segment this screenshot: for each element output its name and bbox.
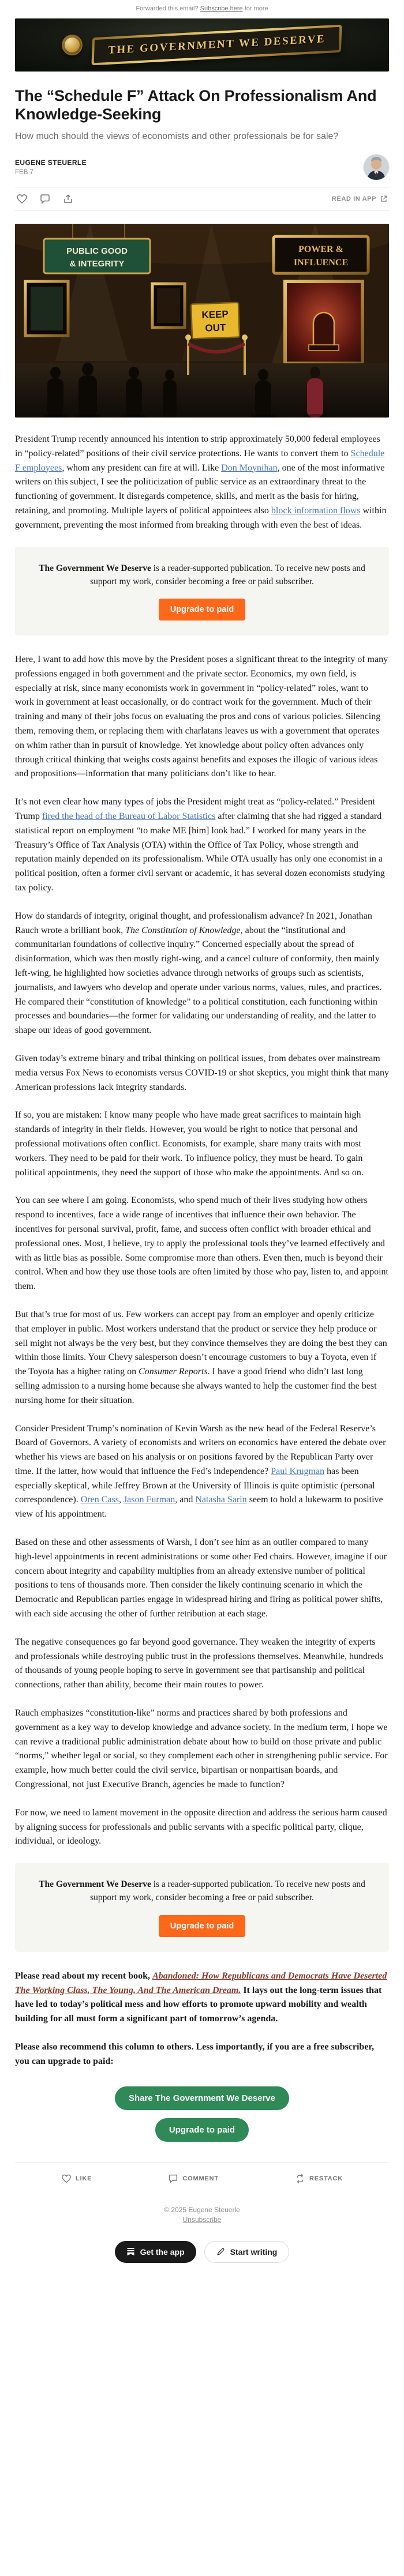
text-segment: Here, I want to add how this move by the President poses a significant threat to the integrity of many professions engaged in both government and the private sector. Economics, my own field, is especially at risk, since many economists work in government in “policy-related” roles, want to work in government at least occasionally, or do contract work for the government. Much of their training and many of their jobs focus on evaluating the pros and cons of various policies. Silencing them, removing them, or replacing them with charlatans leaves us with a government that operates on whim rather than in pursuit of knowledge. Yet knowledge about policy often advances only through critical thinking that weighs costs against benefits and exposes the illogic of various ideas and propositions—information that many politicians don’t like to hear.: [15, 655, 388, 779]
publication-banner[interactable]: [15, 18, 389, 72]
text-segment: President Trump recently announced his intention to strip approximately 50,000 federal employees in “policy-related” positions of their civil service protections. He wants to convert them to: [15, 434, 380, 458]
start-writing-label: Start writing: [230, 2247, 278, 2257]
substack-logo-icon: [126, 2247, 135, 2256]
cta-buttons: [15, 2086, 389, 2142]
post-title: The “Schedule F” Attack On Professionalism And Knowledge-Seeking: [15, 87, 377, 123]
author-avatar[interactable]: [364, 155, 389, 180]
text-segment: , and: [175, 1495, 196, 1505]
text-segment: It lays out the long-term issues that have led to today’s political mess and how efforts to promote upward mobility and wealth building for all must form a significant part of tomorrow’s agenda.: [15, 1985, 382, 2024]
start-writing-button[interactable]: [204, 2241, 290, 2263]
post-subtitle: How much should the views of economists and other professionals be for sale?: [15, 131, 339, 141]
publication-name: The Government We Deserve: [39, 563, 151, 573]
text-segment: Please also recommend this column to others. Less importantly, if you are a free subscriber, you can upgrade to paid:: [15, 2041, 375, 2066]
text-segment: , about the “institutional and communitarian foundations of collective inquiry.” Concerned especially about the spread of disinformation, which was then mostly right-wing, and a cancel culture of conformity, then mainly left-wing, he highlighted how societies advance through networks of groups such as scientists, journalists, and lawyers who develop and operate under various norms, values, rules, and practices. He compared their “constitution of knowledge” to a political constitution, each functioning within processes and boundaries—the former for validating our understanding of reality, and the latter to shape our ideas of good government.: [15, 925, 382, 1036]
body-paragraph: [15, 1536, 389, 1622]
body-paragraph: [15, 909, 389, 1038]
avatar-photo: [364, 155, 389, 180]
subscribe-callout: [15, 547, 389, 636]
footer-comment-button[interactable]: [168, 2173, 218, 2184]
inline-link[interactable]: block information flows: [271, 505, 361, 516]
share-icon: [62, 193, 74, 205]
text-segment: Given today’s extreme binary and tribal thinking on political issues, from debates over mainstream media versus Fox News to economists versus COVID-19 or shot skeptics, you might think that many American professions lack integrity standards.: [15, 1053, 389, 1092]
upgrade-to-paid-button[interactable]: Upgrade to paid: [159, 599, 245, 621]
body-paragraph: [15, 433, 389, 533]
text-segment: has been especially skeptical, while Jeffrey Brown at the University of Illinois is quite optimistic (personal correspondence).: [15, 1466, 375, 1505]
subscribe-text-rest: is a reader-supported publication. To receive new posts and support my work, consider becoming a free or paid subscriber.: [90, 563, 365, 586]
comment-icon: [168, 2173, 178, 2184]
public-good-sign-line1: PUBLIC GOOD: [66, 246, 128, 256]
recommend-note: [15, 2040, 389, 2069]
text-segment: How do standards of integrity, original thought, and professionalism advance? In 2021, Jonathan Rauch wrote a brilliant book,: [15, 911, 372, 935]
subscribe-text: [38, 562, 366, 589]
forwarded-text: Forwarded this email?: [136, 5, 199, 12]
footer-action-bar: [15, 2163, 389, 2194]
text-segment: , one of the most informative writers on this subject, I see the politicization of public service as an extraordinary threat to the functioning of government. It disregards competence, skills, and merit as the basis for hiring, retaining, and promoting. Multiple layers of political appointees also: [15, 462, 385, 516]
copyright-notice: © 2025 Eugene Steuerle: [164, 2205, 240, 2214]
forwarded-banner: [0, 0, 404, 18]
body-paragraph: [15, 653, 389, 781]
share-publication-button[interactable]: Share The Government We Deserve: [115, 2086, 289, 2110]
inline-link[interactable]: Jason Furman: [123, 1495, 175, 1505]
get-the-app-button[interactable]: [115, 2241, 196, 2263]
text-segment: If so, you are mistaken: I know many people who have made great sacrifices to maintain high standards of integrity in their fields. However, you would be right to notice that personal and professional motivations often conflict. Economists, for example, share many traits with most workers. They need to be paid for their work. To influence policy, they must be heard. To gain political appointments, they need the support of those who make the appointments. And so on.: [15, 1110, 364, 1178]
post-action-row: [15, 187, 389, 211]
keep-out-sign-line1: KEEP: [201, 309, 229, 321]
public-good-sign-line2: & INTEGRITY: [69, 258, 125, 269]
publication-name: The Government We Deserve: [39, 1879, 151, 1890]
subscribe-callout-bottom: [15, 1863, 389, 1952]
byline: [15, 155, 389, 180]
read-in-app-label: READ IN APP: [331, 195, 376, 202]
body-paragraph: [15, 1635, 389, 1693]
text-segment: But that’s true for most of us. Few workers can accept pay from an employer and openly criticize that employer in public. Most workers understand that the product or service they help produce or sell might not always be the very best, but they convince themselves they are doing the best they can within those limits. Your Chevy salesperson doesn’t encourage customers to buy a Toyota, even if the Toyota has a higher rating on: [15, 1309, 387, 1377]
text-segment: The Constitution of Knowledge: [125, 925, 241, 935]
text-segment: ,: [118, 1495, 124, 1505]
body-paragraph: [15, 1706, 389, 1792]
body-paragraph: [15, 1108, 389, 1180]
text-segment: Please read about my recent book,: [15, 1970, 153, 1981]
text-segment: The negative consequences go far beyond good governance. They weaken the integrity of experts and professionals while destroying public trust in the professions themselves. Meanwhile, hundreds of thousands of young people hoping to serve in government see that partisanship and political connections, rather than ability, become their main routes to power.: [15, 1637, 383, 1690]
power-sign-line1: POWER &: [298, 244, 343, 254]
post-body: [15, 433, 389, 2142]
text-segment: It’s not even clear how many types of jobs the President might treat as “policy-related.” President Trump: [15, 797, 375, 822]
external-link-icon: [380, 195, 388, 203]
footer-like-button[interactable]: [61, 2173, 92, 2184]
hero-illustration[interactable]: [15, 224, 389, 418]
subscribe-here-link[interactable]: Subscribe here: [200, 5, 243, 12]
read-in-app-button[interactable]: [332, 195, 388, 203]
get-the-app-label: Get the app: [140, 2247, 185, 2257]
inline-link[interactable]: Natasha Sarin: [195, 1495, 247, 1505]
text-segment: For now, we need to lament movement in the opposite direction and address the serious harm caused by aligning success for professionals and public servants with a specific political party, clique, individual, or ideology.: [15, 1807, 387, 1847]
pencil-icon: [216, 2247, 225, 2256]
text-segment: within government, preventing the most informed from breaking through with even the best of ideas.: [15, 505, 387, 530]
footer-comment-label: COMMENT: [182, 2175, 219, 2182]
body-paragraph: [15, 1052, 389, 1095]
subscribe-text: [38, 1878, 366, 1905]
inline-link[interactable]: fired the head of the Bureau of Labor Statistics: [42, 811, 216, 822]
text-segment: seem to hold a lukewarm to positive view of his appointment.: [15, 1495, 383, 1520]
body-paragraph: [15, 1806, 389, 1849]
text-segment: Based on these and other assessments of Warsh, I don’t see him as an outlier compared to many high-level appointments in recent administrations or some other Fed chairs. However, imagine if our concern about integrity and capability multiplies from an already extensive number of political positions to tens of thousands more. Then consider the likely continuing scenario in which the Democratic and Republican parties engage in widespread hiring and firing as political power shifts, with each side accusing the other of further retribution at each stage.: [15, 1537, 387, 1619]
like-button[interactable]: [16, 193, 28, 205]
gallery-scene: [15, 224, 389, 418]
body-paragraph: [15, 1422, 389, 1522]
heart-icon: [61, 2173, 72, 2184]
publication-logo-text: THE GOVERNMENT WE DESERVE: [108, 33, 326, 57]
text-segment: . I have a good friend who didn’t last long selling admission to a nursing home because she always wanted to help the customer find the best nursing home for their situation.: [15, 1367, 377, 1405]
book-note: [15, 1969, 389, 2026]
footer-restack-button[interactable]: [295, 2173, 343, 2184]
body-paragraph: [15, 795, 389, 896]
keep-out-sign-line2: OUT: [205, 322, 226, 334]
text-segment: Consider President Trump’s nomination of Kevin Warsh as the new head of the Federal Reserve’s Board of Governors. A variety of economists and writers on economics have entered the debate over whether his views are based on his analysis or on positions favored by the Republican Party over time. If the latter, how would that influence the Fed’s independence?: [15, 1423, 386, 1476]
footer-restack-label: RESTACK: [309, 2175, 343, 2182]
inline-link[interactable]: Oren Cass: [80, 1495, 119, 1505]
unsubscribe-link[interactable]: Unsubscribe: [182, 2215, 222, 2224]
inline-link[interactable]: Don Moynihan: [221, 462, 278, 473]
inline-link[interactable]: Schedule F employees: [15, 448, 385, 473]
heart-icon: [16, 193, 28, 205]
share-button[interactable]: [62, 193, 74, 205]
inline-link[interactable]: Paul Krugman: [271, 1466, 325, 1476]
book-title-link[interactable]: Abandoned: How Republicans and Democrats Have Deserted The Working Class, The Young, And The American Dream.: [15, 1970, 387, 1995]
text-segment: , whom any president can fire at will. Like: [62, 462, 222, 473]
forwarded-suffix: for more: [244, 5, 268, 12]
publication-logo: [92, 25, 342, 66]
body-paragraph: [15, 1308, 389, 1408]
restack-icon: [295, 2173, 305, 2184]
body-paragraph: [15, 1194, 389, 1294]
app-promo-row: [15, 2228, 389, 2282]
text-segment: You can see where I am going. Economists, who spend much of their lives studying how others respond to incentives, face a wide range of incentives that influence their own behavior. The incentives for personal survival, profit, fame, and success often conflict with broader ethical and professional ones. Most, I believe, try to apply the professional tools they’ve learned effectively and with as little bias as possible. Some compromise more than others. Even then, much is beyond their control. When and how they use those tools are often limited by those who pay, listen to, and appoint them.: [15, 1195, 388, 1292]
upgrade-to-paid-button-green[interactable]: Upgrade to paid: [155, 2118, 249, 2142]
publication-seal-icon: [62, 35, 83, 55]
comment-button[interactable]: [39, 193, 51, 205]
footer-like-label: LIKE: [76, 2175, 92, 2182]
text-segment: Consumer Reports: [139, 1367, 208, 1377]
text-segment: Rauch emphasizes “constitution-like” norms and practices shared by both professions and government as a key way to develop knowledge and advance society. In the medium term, I hope we can revive a traditional public administration debate about how to build on those private and public “norms,” whether legal or social, so they complement each other in strengthening public service. For example, how much better could the civil service, bipartisan or nonpartisan boards, and Congressional, not just Executive Branch, agencies be made to function?: [15, 1708, 388, 1790]
author-name[interactable]: EUGENE STEUERLE: [15, 158, 87, 167]
text-segment: after claiming that she had rigged a standard statistical report on employment “to make ME [him] look bad.” I worked for many years in the Treasury’s Office of Tax Analysis (OTA) within the Office of Tax Policy, whose strength and reputation mainly depended on its professionalism. While OTA usually has only one economist in a political position, often a former civil servant or academic, it has several dozen economists studying tax policy.: [15, 811, 385, 893]
post-date: FEB 7: [15, 168, 33, 176]
comment-icon: [39, 193, 51, 205]
power-sign-line2: INFLUENCE: [293, 257, 349, 268]
upgrade-to-paid-button-2[interactable]: Upgrade to paid: [159, 1915, 245, 1937]
subscribe-text-rest: is a reader-supported publication. To receive new posts and support my work, consider becoming a free or paid subscriber.: [90, 1879, 365, 1903]
